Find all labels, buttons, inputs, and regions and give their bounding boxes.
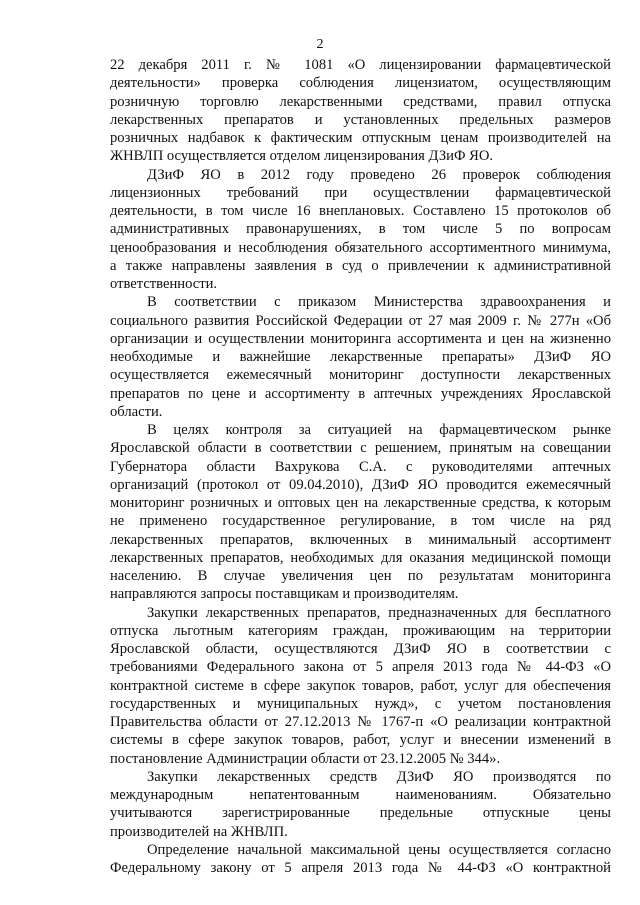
document-body <box>110 56 611 877</box>
text-line: системы в сфере закупок товаров, работ, услуг и внесении изменений в <box>110 732 611 749</box>
text-line: организаций (протокол от 09.04.2010), ДЗиФ ЯО проводится ежемесячный <box>110 476 611 493</box>
text-line: Ярославской области в соответствии с решением, принятым на совещании <box>110 440 611 457</box>
text-line: В соответствии с приказом Министерства здравоохранения и <box>147 294 611 311</box>
text-line: ценообразования и несоблюдения обязательного ассортиментного минимума, <box>110 239 611 256</box>
text-line: учитываются зарегистрированные предельные отпускные цены <box>110 805 611 822</box>
text-line: розничных надбавок к фактическим отпускным ценам производителей на <box>110 130 611 146</box>
text-line: лекарственных препаратов, включенных в минимальный ассортимент <box>110 531 611 548</box>
text-line: осуществляется ежемесячный мониторинг доступности лекарственных <box>110 367 611 384</box>
text-line: области. <box>110 403 163 420</box>
text-line: деятельности, в том числе 16 внеплановых. Составлено 15 протоколов об <box>110 203 611 219</box>
text-line: Ярославской области, осуществляются ДЗиФ ЯО в соответствии с <box>110 641 611 657</box>
text-line: лекарственных препаратов, необходимых для оказания медицинской помощи <box>110 549 611 566</box>
text-line: Правительства области от 27.12.2013 № 1767-п «О реализации контрактной <box>110 714 611 730</box>
text-line: В целях контроля за ситуацией на фармацевтическом рынке <box>147 422 611 438</box>
text-line: административных правонарушениях, в том числе 5 по вопросам <box>110 221 611 238</box>
text-line: деятельности» проверка соблюдения лицензиатом, осуществляющим <box>110 75 611 92</box>
text-line: постановление Администрации области от 23.12.2005 № 344». <box>110 750 501 767</box>
text-line: государственных и муниципальных нужд», с учетом постановления <box>110 695 611 712</box>
text-line: отпуска льготным категориям граждан, проживающим на территории <box>110 622 611 639</box>
text-line: Закупки лекарственных препаратов, предназначенных для бесплатного <box>147 604 611 621</box>
text-line: Федеральному закону от 5 апреля 2013 года № 44-ФЗ «О контрактной <box>110 860 611 876</box>
text-line: не применено государственное регулирование, в том числе на ряд <box>110 513 611 530</box>
text-line: направляются запросы поставщикам и производителям. <box>110 586 459 603</box>
text-line: препаратов по цене и ассортименту в аптечных учреждениях Ярославской <box>110 385 611 402</box>
text-line: требованиями Федерального закона от 5 апреля 2013 года № 44-ФЗ «О <box>110 659 611 676</box>
text-line: Губернатора области Вахрукова С.А. с руководителями аптечных <box>110 458 611 475</box>
text-line: розничную торговлю лекарственными средствами, правил отпуска <box>110 93 611 110</box>
text-line: а также направлены заявления в суд о привлечении к административной <box>110 257 611 274</box>
text-line: ДЗиФ ЯО в 2012 году проведено 26 проверок соблюдения <box>147 166 611 183</box>
page-number: 2 <box>316 37 324 52</box>
text-line: лицензионных требований при осуществлении фармацевтической <box>110 184 611 201</box>
text-line: населению. В случае увеличения цен по результатам мониторинга <box>110 568 611 584</box>
text-line: мониторинг розничных и оптовых цен на лекарственные средства, к которым <box>110 495 611 511</box>
text-line: производителей на ЖНВЛП. <box>110 823 288 840</box>
text-line: социального развития Российской Федерации от 27 мая 2009 г. № 277н «Об <box>110 312 611 329</box>
text-line: организации и осуществлении мониторинга ассортимента и цен на жизненно <box>110 330 611 347</box>
text-line: Определение начальной максимальной цены осуществляется согласно <box>147 841 611 858</box>
text-line: международным непатентованным наименованиям. Обязательно <box>110 787 611 803</box>
text-line: лекарственных препаратов и установленных предельных размеров <box>110 111 611 128</box>
text-line: необходимые и важнейшие лекарственные препараты» ДЗиФ ЯО <box>110 349 611 365</box>
text-line: контрактной системе в сфере закупок товаров, работ, услуг для обеспечения <box>110 677 611 694</box>
text-line: 22 декабря 2011 г. № 1081 «О лицензировании фармацевтической <box>110 57 611 73</box>
text-line: ЖНВЛП осуществляется отделом лицензирования ДЗиФ ЯО. <box>110 148 494 165</box>
text-line: Закупки лекарственных средств ДЗиФ ЯО производятся по <box>147 768 611 785</box>
text-line: ответственности. <box>110 276 218 292</box>
